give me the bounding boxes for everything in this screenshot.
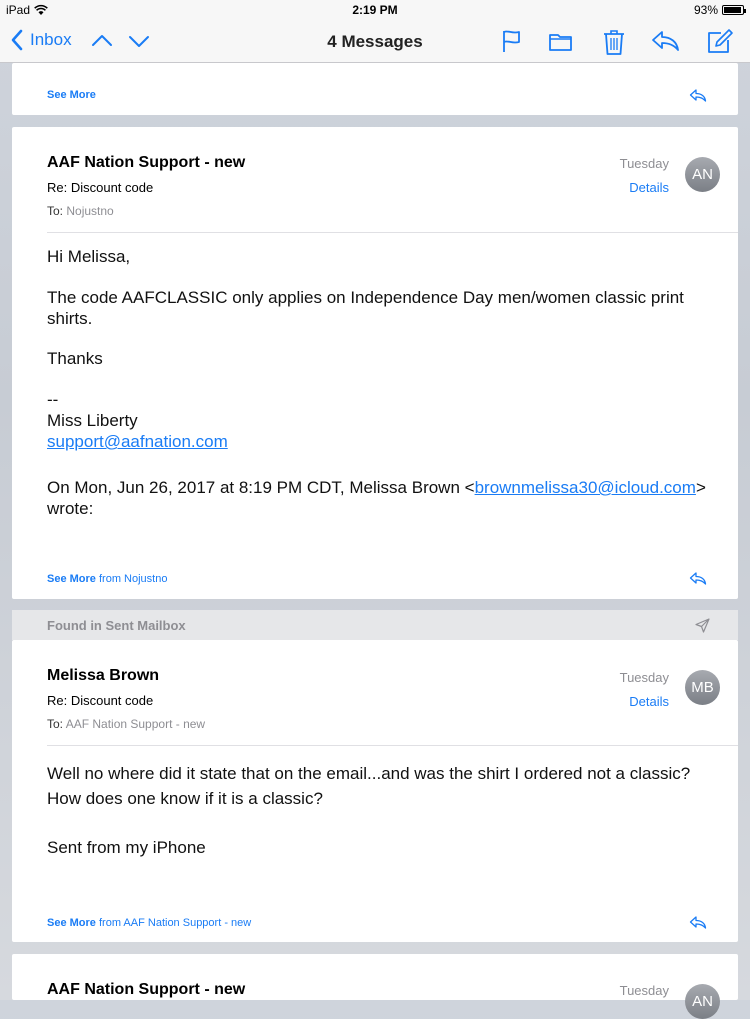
- details-link[interactable]: Details: [629, 694, 669, 709]
- nav-title: 4 Messages: [327, 32, 423, 51]
- to-line: [47, 717, 205, 731]
- message-card-1: [12, 127, 738, 599]
- message-date: Tuesday: [619, 156, 669, 171]
- signature-email-link[interactable]: support@aafnation.com: [47, 432, 228, 451]
- status-right: [694, 3, 744, 17]
- divider: [47, 745, 738, 746]
- body-signature: Sent from my iPhone: [47, 838, 206, 857]
- sender-name: AAF Nation Support - new: [47, 981, 246, 998]
- to-recipient: AAF Nation Support - new: [65, 717, 206, 731]
- message-date: Tuesday: [619, 983, 669, 998]
- message-card-2: [12, 640, 738, 942]
- nav-bar: [0, 20, 750, 63]
- body-line: The code AAFCLASSIC only applies on Independence Day men/women classic print: [47, 288, 684, 307]
- body-line: shirts.: [47, 309, 93, 328]
- body-line: Well no where did it state that on the email...and was the shirt I ordered not a classic?: [47, 764, 691, 783]
- device-label: iPad: [6, 3, 31, 17]
- send-icon: [695, 618, 710, 633]
- quote-wrote: wrote:: [47, 499, 94, 518]
- see-more-label: See More: [47, 573, 96, 585]
- signature-dash: --: [47, 390, 59, 409]
- message-card-previous: [12, 63, 738, 115]
- status-time: 2:19 PM: [352, 3, 398, 17]
- divider: [47, 232, 738, 233]
- to-line: [47, 204, 114, 218]
- avatar: AN: [685, 984, 720, 1019]
- reply-icon[interactable]: [689, 571, 707, 586]
- see-more-link[interactable]: [47, 917, 251, 929]
- see-more-from: from Nojustno: [98, 573, 168, 585]
- quote-prefix: On Mon, Jun 26, 2017 at 8:19 PM CDT, Melissa Brown <: [47, 478, 475, 497]
- to-recipient: Nojustno: [66, 204, 114, 218]
- message-card-3: [12, 954, 738, 1010]
- see-more-from: from AAF Nation Support - new: [98, 917, 252, 929]
- body-line: How does one know if it is a classic?: [47, 789, 323, 808]
- body-greeting: Hi Melissa,: [47, 247, 131, 266]
- flag-icon[interactable]: [500, 28, 524, 54]
- folder-icon[interactable]: [548, 28, 574, 54]
- to-label: To:: [47, 717, 64, 731]
- body-thanks: Thanks: [47, 349, 103, 368]
- avatar: AN: [685, 157, 720, 192]
- quote-email-link[interactable]: brownmelissa30@icloud.com: [474, 478, 696, 497]
- battery-icon: [722, 5, 744, 15]
- compose-icon[interactable]: [705, 28, 733, 56]
- found-in-sent-label: Found in Sent Mailbox: [47, 618, 186, 633]
- back-label: Inbox: [30, 30, 72, 49]
- see-more-label: See More: [47, 89, 96, 101]
- to-label: To:: [47, 204, 64, 218]
- reply-icon[interactable]: [650, 28, 680, 54]
- see-more-label: See More: [47, 917, 96, 929]
- reply-icon[interactable]: [689, 88, 707, 103]
- sender-name: Melissa Brown: [47, 667, 160, 684]
- status-bar: [0, 0, 750, 20]
- quote-suffix: >: [695, 478, 706, 497]
- reply-icon[interactable]: [689, 915, 707, 930]
- avatar: MB: [685, 670, 720, 705]
- trash-icon[interactable]: [602, 28, 626, 56]
- quote-header: [47, 477, 706, 498]
- found-in-sent-bar: [12, 610, 738, 640]
- subject: Re: Discount code: [47, 180, 154, 195]
- battery-fill: [724, 7, 741, 13]
- see-more-link[interactable]: [47, 89, 96, 101]
- battery-percent: 93%: [693, 3, 718, 17]
- sender-name: AAF Nation Support - new: [47, 154, 246, 171]
- subject: Re: Discount code: [47, 693, 154, 708]
- signature-name: Miss Liberty: [47, 411, 138, 430]
- message-date: Tuesday: [619, 670, 669, 685]
- see-more-link[interactable]: [47, 573, 167, 585]
- details-link[interactable]: Details: [629, 180, 669, 195]
